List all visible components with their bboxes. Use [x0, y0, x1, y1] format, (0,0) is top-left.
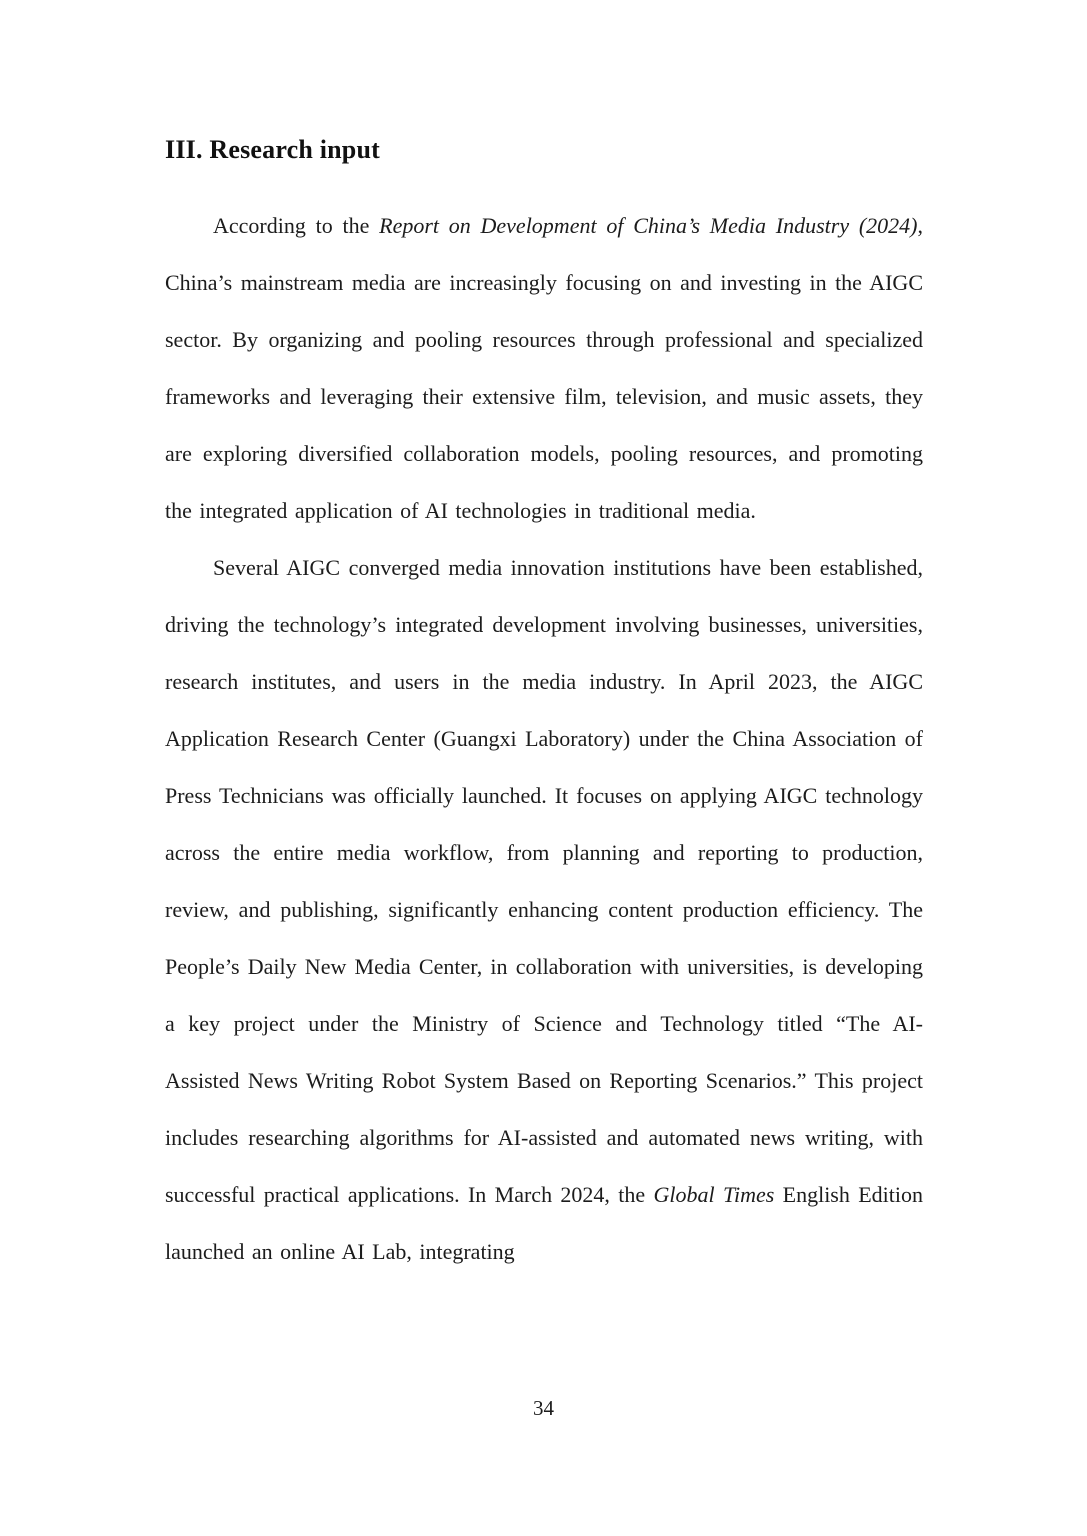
paragraph	[165, 197, 923, 539]
section-heading: III. Research input	[165, 135, 380, 164]
text-segment: , China’s mainstream media are increasingly focusing on and investing in the AIGC sector. By organizing and pooling resources through professional and specialized frameworks and leveraging their extensive film, television, and music assets, they are exploring diversified collaboration models, pooling resources, and promoting the integrated application of AI technologies in traditional media.	[165, 213, 923, 523]
italic-text-segment: Report on Development of China’s Media Industry (2024)	[379, 213, 918, 238]
page-number: 34	[533, 1396, 554, 1420]
italic-text-segment: Global Times	[653, 1182, 775, 1207]
body-text	[165, 197, 923, 1280]
text-segment: English Edition launched an online AI Lab, integrating	[165, 1182, 923, 1264]
text-segment: According to the	[213, 213, 380, 238]
paragraph	[165, 539, 923, 1280]
text-segment: Several AIGC converged media innovation institutions have been established, driving the technology’s integrated development involving businesses, universities, research institutes, and users in the media industry. In April 2023, the AIGC Application Research Center (Guangxi Laboratory) under the China Association of Press Technicians was officially launched. It focuses on applying AIGC technology across the entire media workflow, from planning and reporting to production, review, and publishing, significantly enhancing content production efficiency. The People’s Daily New Media Center, in collaboration with universities, is developing a key project under the Ministry of Science and Technology titled “The AI-Assisted News Writing Robot System Based on Reporting Scenarios.” This project includes researching algorithms for AI-assisted and automated news writing, with successful practical applications. In March 2024, the	[165, 555, 923, 1207]
